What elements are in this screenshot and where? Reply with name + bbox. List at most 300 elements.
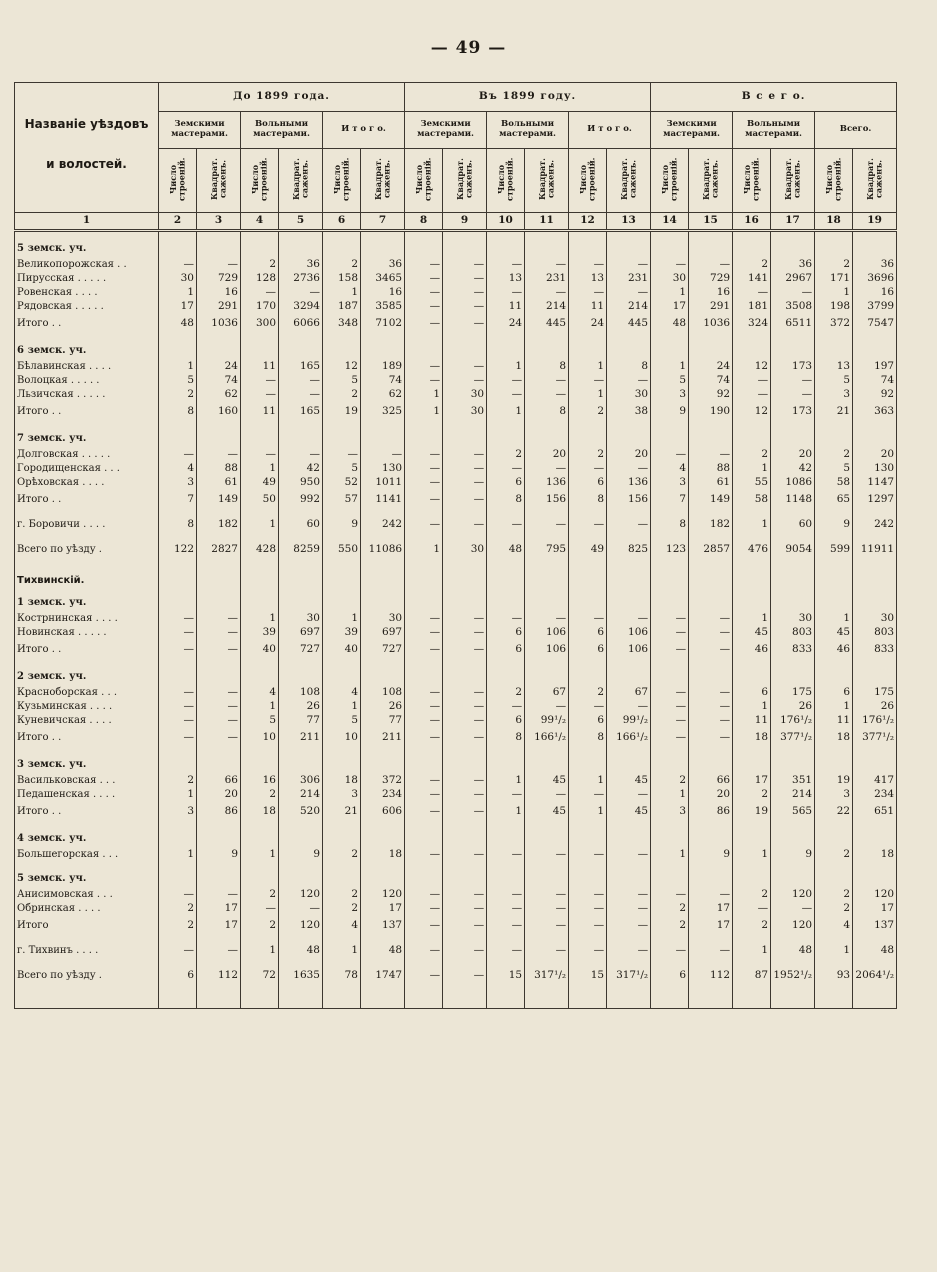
value-cell: 7547 (853, 314, 897, 334)
value-cell (405, 568, 443, 594)
value-cell (443, 430, 487, 448)
district-name: Красноборская . . . (15, 686, 159, 700)
value-cell (197, 568, 241, 594)
value-cell: 156 (607, 490, 651, 510)
value-cell: 17 (733, 774, 771, 788)
total-label: Итого . . (15, 802, 159, 822)
value-cell: 74 (197, 374, 241, 388)
value-cell: 606 (361, 802, 405, 822)
value-cell: — (443, 462, 487, 476)
value-cell: — (241, 388, 279, 402)
value-cell: 11911 (853, 540, 897, 560)
value-cell: 120 (279, 916, 323, 936)
value-cell: 20 (853, 448, 897, 462)
value-cell: — (569, 848, 607, 862)
spacer-cell (525, 958, 569, 966)
value-cell: 476 (733, 540, 771, 560)
value-cell: 165 (279, 360, 323, 374)
value-cell: 77 (279, 714, 323, 728)
value-cell: 833 (771, 640, 815, 660)
value-cell: 2857 (689, 540, 733, 560)
spacer-cell (815, 660, 853, 668)
value-cell (405, 870, 443, 888)
value-cell: 130 (853, 462, 897, 476)
value-cell: — (525, 888, 569, 902)
value-cell: 5 (323, 714, 361, 728)
total-label: Всего по уѣзду . (15, 966, 159, 986)
value-cell: 1 (651, 788, 689, 802)
value-cell: 46 (733, 640, 771, 660)
value-cell: 4 (815, 916, 853, 936)
value-cell: 1 (651, 848, 689, 862)
value-cell: 130 (361, 462, 405, 476)
unit-header-label: Квадрат. саженъ. (865, 158, 884, 200)
value-cell: 2 (815, 258, 853, 272)
value-cell: 87 (733, 966, 771, 986)
value-cell: — (197, 640, 241, 660)
spacer-cell (487, 230, 525, 240)
value-cell: 15 (569, 966, 607, 986)
spacer-cell (771, 532, 815, 540)
value-cell: — (443, 848, 487, 862)
value-cell: 30 (443, 540, 487, 560)
value-cell: 11 (241, 360, 279, 374)
value-cell: 1 (651, 360, 689, 374)
value-cell: 166¹/₂ (525, 728, 569, 748)
value-cell: 5 (815, 374, 853, 388)
total-row (15, 402, 897, 422)
spacer-cell (607, 230, 651, 240)
spacer-cell (607, 510, 651, 518)
value-cell: 112 (689, 966, 733, 986)
value-cell (569, 830, 607, 848)
value-cell: 42 (771, 462, 815, 476)
value-cell: 3294 (279, 300, 323, 314)
value-cell: 62 (361, 388, 405, 402)
unit-header-label: Квадрат. саженъ. (619, 158, 638, 200)
spacer-cell (405, 822, 443, 830)
value-cell: 377¹/₂ (771, 728, 815, 748)
spacer-cell (487, 660, 525, 668)
data-row (15, 272, 897, 286)
spacer-row (15, 334, 897, 342)
unit-header-label: Число строеній. (332, 157, 351, 201)
col-number: 17 (771, 212, 815, 230)
value-cell: 2 (159, 916, 197, 936)
value-cell (651, 870, 689, 888)
spacer-cell (15, 660, 159, 668)
spacer-cell (15, 936, 159, 944)
spacer-cell (159, 958, 197, 966)
spacer-cell (15, 958, 159, 966)
value-cell: 74 (853, 374, 897, 388)
value-cell: — (197, 944, 241, 958)
value-cell (569, 668, 607, 686)
spacer-row (15, 958, 897, 966)
value-cell (815, 430, 853, 448)
spacer-cell (569, 560, 607, 568)
value-cell (651, 756, 689, 774)
value-cell (197, 342, 241, 360)
value-cell: — (361, 448, 405, 462)
value-cell (733, 870, 771, 888)
value-cell: 55 (733, 476, 771, 490)
spacer-cell (815, 958, 853, 966)
value-cell: 24 (569, 314, 607, 334)
value-cell: — (689, 728, 733, 748)
value-cell: 11086 (361, 540, 405, 560)
data-row (15, 902, 897, 916)
value-cell (651, 342, 689, 360)
col-number: 11 (525, 212, 569, 230)
value-cell: 30 (607, 388, 651, 402)
value-cell: 211 (279, 728, 323, 748)
subheader: Земскими мастерами. (159, 112, 241, 149)
value-cell (525, 430, 569, 448)
value-cell: 1011 (361, 476, 405, 490)
value-cell: 38 (607, 402, 651, 422)
value-cell: 149 (197, 490, 241, 510)
unit-header-label: Число строеній. (660, 157, 679, 201)
value-cell: 48 (487, 540, 525, 560)
value-cell: 1148 (771, 490, 815, 510)
value-cell: — (607, 916, 651, 936)
value-cell: 2967 (771, 272, 815, 286)
total-row (15, 490, 897, 510)
spacer-cell (15, 422, 159, 430)
spacer-cell (361, 510, 405, 518)
spacer-cell (279, 822, 323, 830)
data-row (15, 374, 897, 388)
value-cell: 1 (733, 462, 771, 476)
value-cell: — (487, 944, 525, 958)
unit-header-square-sazhens (853, 149, 897, 213)
spacer-cell (569, 822, 607, 830)
value-cell: 21 (815, 402, 853, 422)
value-cell: 187 (323, 300, 361, 314)
value-cell (279, 568, 323, 594)
spacer-cell (853, 822, 897, 830)
col-number: 5 (279, 212, 323, 230)
value-cell: 445 (525, 314, 569, 334)
section-row (15, 594, 897, 612)
unit-header-label: Квадрат. саженъ. (291, 158, 310, 200)
unit-header-square-sazhens (525, 149, 569, 213)
spacer-cell (241, 334, 279, 342)
value-cell: 306 (279, 774, 323, 788)
spacer-cell (525, 230, 569, 240)
value-cell (569, 756, 607, 774)
spacer-cell (607, 660, 651, 668)
value-cell: — (443, 626, 487, 640)
value-cell (733, 568, 771, 594)
value-cell (159, 342, 197, 360)
end-cell (197, 994, 241, 1009)
value-cell (279, 240, 323, 258)
value-cell: 11 (241, 402, 279, 422)
spacer-cell (487, 822, 525, 830)
unit-header-square-sazhens (771, 149, 815, 213)
value-cell: — (487, 612, 525, 626)
value-cell: — (159, 626, 197, 640)
value-cell: — (197, 888, 241, 902)
spacer-cell (853, 936, 897, 944)
value-cell: 170 (241, 300, 279, 314)
value-cell: 30 (443, 388, 487, 402)
value-cell: 136 (607, 476, 651, 490)
value-cell: 3696 (853, 272, 897, 286)
value-cell: 12 (323, 360, 361, 374)
value-cell: 1635 (279, 966, 323, 986)
value-cell (651, 830, 689, 848)
value-cell: 9 (651, 402, 689, 422)
value-cell: 176¹/₂ (853, 714, 897, 728)
value-cell: 3508 (771, 300, 815, 314)
end-cell (525, 994, 569, 1009)
table-end-row (15, 994, 897, 1009)
spacer-cell (241, 422, 279, 430)
value-cell: 1036 (197, 314, 241, 334)
value-cell: 214 (607, 300, 651, 314)
value-cell: 2 (651, 902, 689, 916)
spacer-cell (689, 986, 733, 994)
value-cell: — (405, 314, 443, 334)
value-cell: 317¹/₂ (607, 966, 651, 986)
section-row (15, 870, 897, 888)
value-cell: 2 (651, 774, 689, 788)
value-cell: — (241, 286, 279, 300)
data-row (15, 686, 897, 700)
value-cell: 1 (241, 518, 279, 532)
unit-header-label: Число строеній. (578, 157, 597, 201)
spacer-cell (197, 862, 241, 870)
value-cell: 1 (241, 848, 279, 862)
spacer-cell (815, 510, 853, 518)
value-cell (159, 240, 197, 258)
value-cell: — (689, 700, 733, 714)
value-cell: — (279, 286, 323, 300)
value-cell: 1 (159, 360, 197, 374)
total-row (15, 314, 897, 334)
value-cell: — (405, 272, 443, 286)
value-cell: — (405, 640, 443, 660)
value-cell: — (651, 686, 689, 700)
value-cell (651, 240, 689, 258)
spacer-cell (323, 660, 361, 668)
spacer-cell (569, 230, 607, 240)
spacer-row (15, 822, 897, 830)
spacer-cell (569, 510, 607, 518)
end-cell (651, 994, 689, 1009)
value-cell: 137 (361, 916, 405, 936)
data-row (15, 462, 897, 476)
value-cell (323, 668, 361, 686)
value-cell: 93 (815, 966, 853, 986)
spacer-cell (405, 862, 443, 870)
value-cell: 26 (771, 700, 815, 714)
spacer-cell (607, 334, 651, 342)
spacer-cell (651, 748, 689, 756)
spacer-row (15, 230, 897, 240)
value-cell (853, 668, 897, 686)
spacer-cell (651, 660, 689, 668)
value-cell (771, 756, 815, 774)
section-label: 1 земск. уч. (15, 594, 159, 612)
spacer-cell (487, 958, 525, 966)
value-cell: — (443, 314, 487, 334)
value-cell (487, 342, 525, 360)
unit-header-buildings (159, 149, 197, 213)
subheader: И т о г о. (323, 112, 405, 149)
value-cell: 1 (487, 802, 525, 822)
spacer-cell (241, 560, 279, 568)
value-cell: 291 (197, 300, 241, 314)
value-cell: — (525, 374, 569, 388)
value-cell: — (279, 374, 323, 388)
spacer-cell (853, 334, 897, 342)
value-cell: — (569, 944, 607, 958)
value-cell: 214 (525, 300, 569, 314)
district-name: Куневичская . . . . (15, 714, 159, 728)
district-name: Новинская . . . . . (15, 626, 159, 640)
data-row (15, 286, 897, 300)
value-cell (525, 568, 569, 594)
district-name: Кузьминская . . . . (15, 700, 159, 714)
value-cell: 1 (733, 848, 771, 862)
value-cell: — (159, 728, 197, 748)
value-cell: 175 (853, 686, 897, 700)
value-cell: 182 (197, 518, 241, 532)
value-cell (443, 756, 487, 774)
value-cell: 158 (323, 272, 361, 286)
spacer-cell (361, 822, 405, 830)
value-cell: 2736 (279, 272, 323, 286)
value-cell: 2 (569, 448, 607, 462)
value-cell: 166¹/₂ (607, 728, 651, 748)
value-cell: 60 (279, 518, 323, 532)
unit-header-square-sazhens (197, 149, 241, 213)
value-cell (651, 668, 689, 686)
value-cell: 17 (651, 300, 689, 314)
unit-header-label: Квадрат. саженъ. (455, 158, 474, 200)
value-cell: — (771, 902, 815, 916)
value-cell: — (487, 902, 525, 916)
spacer-cell (525, 334, 569, 342)
value-cell (487, 568, 525, 594)
value-cell: 1 (733, 612, 771, 626)
section-label: 2 земск. уч. (15, 668, 159, 686)
spacer-cell (279, 560, 323, 568)
col-number: 18 (815, 212, 853, 230)
value-cell (771, 594, 815, 612)
district-name: г. Тихвинъ . . . . (15, 944, 159, 958)
value-cell: 173 (771, 360, 815, 374)
value-cell: — (443, 944, 487, 958)
value-cell: 6 (569, 640, 607, 660)
value-cell: — (405, 774, 443, 788)
spacer-cell (159, 334, 197, 342)
value-cell: 60 (771, 518, 815, 532)
end-cell (361, 994, 405, 1009)
value-cell (853, 240, 897, 258)
value-cell: 88 (689, 462, 733, 476)
value-cell: — (159, 258, 197, 272)
value-cell: 6 (487, 476, 525, 490)
value-cell: 48 (651, 314, 689, 334)
value-cell: 165 (279, 402, 323, 422)
value-cell: 950 (279, 476, 323, 490)
value-cell: — (607, 788, 651, 802)
spacer-cell (279, 660, 323, 668)
unit-header-square-sazhens (443, 149, 487, 213)
spacer-cell (15, 532, 159, 540)
value-cell: 2827 (197, 540, 241, 560)
value-cell (443, 830, 487, 848)
value-cell: 57 (323, 490, 361, 510)
spacer-row (15, 422, 897, 430)
value-cell: — (405, 360, 443, 374)
total-row (15, 640, 897, 660)
spacer-cell (689, 862, 733, 870)
value-cell: — (651, 612, 689, 626)
value-cell: — (733, 902, 771, 916)
unit-header-buildings (241, 149, 279, 213)
value-cell: — (443, 272, 487, 286)
value-cell (853, 594, 897, 612)
total-label: Всего по уѣзду . (15, 540, 159, 560)
unit-header-buildings (487, 149, 525, 213)
value-cell: — (197, 626, 241, 640)
spacer-cell (651, 958, 689, 966)
value-cell: — (443, 888, 487, 902)
value-cell (323, 240, 361, 258)
value-cell: — (651, 714, 689, 728)
value-cell (279, 342, 323, 360)
value-cell (733, 342, 771, 360)
value-cell: 48 (159, 314, 197, 334)
value-cell (443, 568, 487, 594)
value-cell: 2 (159, 902, 197, 916)
value-cell: 42 (279, 462, 323, 476)
value-cell: — (525, 944, 569, 958)
value-cell (443, 342, 487, 360)
value-cell: 2 (733, 258, 771, 272)
period-header-total: В с е г о. (651, 83, 897, 112)
value-cell: 17 (853, 902, 897, 916)
value-cell: — (197, 714, 241, 728)
subheader: Земскими мастерами. (651, 112, 733, 149)
value-cell: 61 (197, 476, 241, 490)
value-cell: 2 (487, 448, 525, 462)
spacer-cell (443, 986, 487, 994)
value-cell: 351 (771, 774, 815, 788)
spacer-cell (279, 986, 323, 994)
value-cell: 66 (689, 774, 733, 788)
spacer-cell (279, 862, 323, 870)
value-cell: 234 (853, 788, 897, 802)
section-row (15, 342, 897, 360)
value-cell (361, 756, 405, 774)
value-cell: — (569, 788, 607, 802)
spacer-cell (405, 660, 443, 668)
value-cell: 3799 (853, 300, 897, 314)
spacer-cell (361, 560, 405, 568)
value-cell: 6 (159, 966, 197, 986)
col-number: 19 (853, 212, 897, 230)
spacer-cell (487, 422, 525, 430)
value-cell: 45 (607, 774, 651, 788)
spacer-cell (279, 422, 323, 430)
